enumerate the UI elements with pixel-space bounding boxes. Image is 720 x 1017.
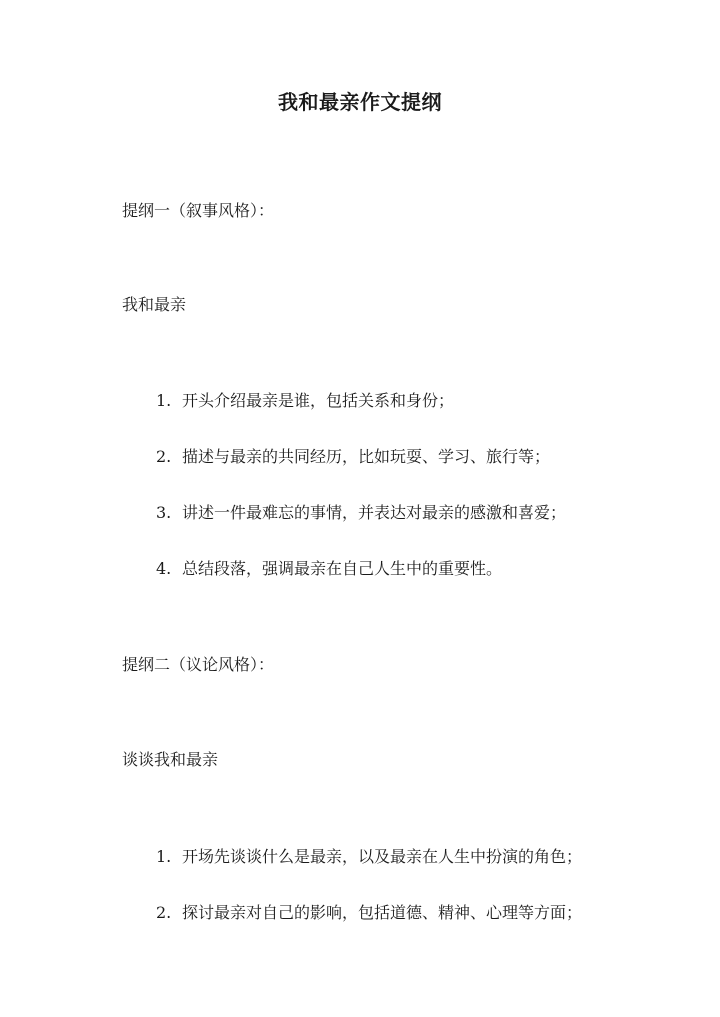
item-number: 2.: [156, 903, 172, 922]
document-title: 我和最亲作文提纲: [278, 90, 442, 114]
item-text: 探讨最亲对自己的影响，包括道德、精神、心理等方面；: [182, 903, 583, 922]
outline1-list-item: [156, 444, 550, 467]
outline1-list-item: [156, 500, 566, 523]
item-number: 2.: [156, 447, 172, 466]
item-number: 4.: [156, 559, 172, 578]
outline2-list-item: [156, 844, 582, 867]
outline2-list-item: [156, 900, 582, 923]
outline1-heading: 提纲一（叙事风格）：: [122, 201, 275, 220]
outline1-list-item: [156, 556, 502, 579]
item-text: 开头介绍最亲是谁，包括关系和身份；: [182, 391, 455, 410]
item-text: 讲述一件最难忘的事情，并表达对最亲的感激和喜爱；: [182, 503, 567, 522]
outline1-list-item: [156, 388, 454, 411]
item-number: 3.: [156, 503, 172, 522]
item-text: 总结段落，强调最亲在自己人生中的重要性。: [182, 559, 503, 578]
item-text: 描述与最亲的共同经历，比如玩耍、学习、旅行等；: [182, 447, 551, 466]
outline2-heading: 提纲二（议论风格）：: [122, 655, 275, 674]
outline1-subtitle: 我和最亲: [122, 295, 187, 314]
item-number: 1.: [156, 847, 172, 866]
item-text: 开场先谈谈什么是最亲，以及最亲在人生中扮演的角色；: [182, 847, 583, 866]
outline2-subtitle: 谈谈我和最亲: [122, 750, 219, 769]
item-number: 1.: [156, 391, 172, 410]
